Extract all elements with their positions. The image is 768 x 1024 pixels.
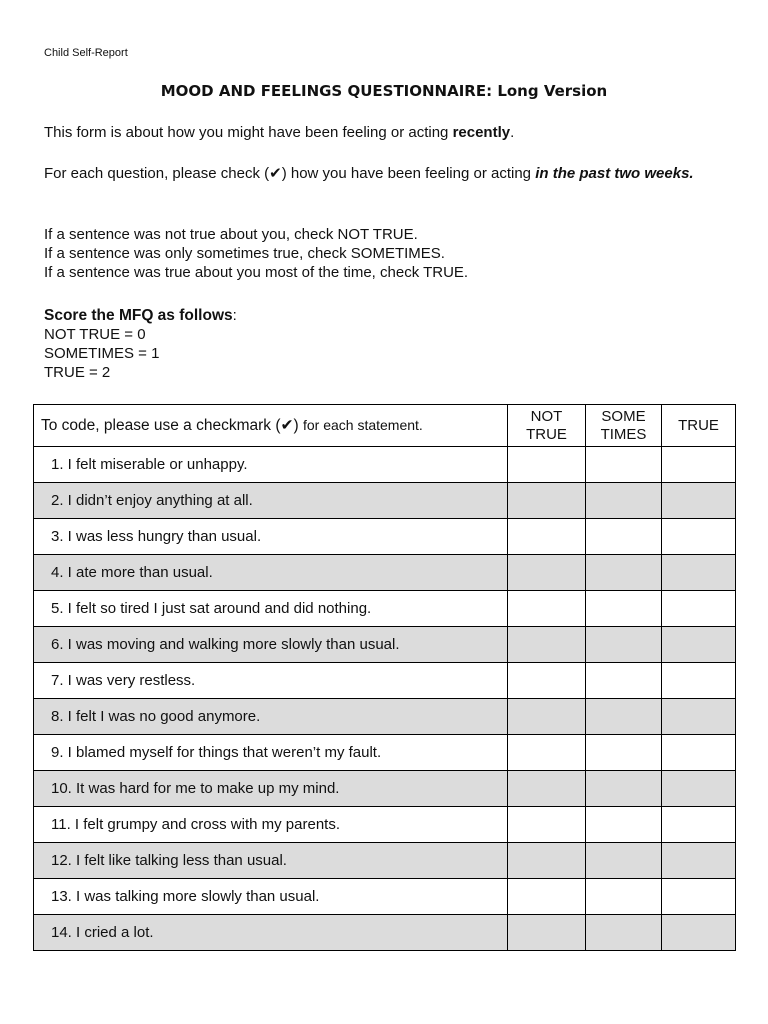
true-checkbox-cell[interactable] (662, 555, 736, 591)
instruction-line: If a sentence was true about you most of the time, check TRUE. (44, 264, 469, 281)
instruction-line: If a sentence was only sometimes true, check SOMETIMES. (44, 245, 445, 262)
intro-period: . (689, 165, 694, 182)
statement-text: 5. I felt so tired I just sat around and did nothing. (34, 591, 508, 627)
statement-text: 3. I was less hungry than usual. (34, 519, 508, 555)
true-checkbox-cell[interactable] (662, 591, 736, 627)
sometimes-checkbox-cell[interactable] (586, 771, 662, 807)
intro-period: . (510, 124, 515, 141)
intro-line-2 (44, 164, 724, 183)
statement-text: 12. I felt like talking less than usual. (34, 843, 508, 879)
statement-text: 4. I ate more than usual. (34, 555, 508, 591)
sometimes-checkbox-cell[interactable] (586, 447, 662, 483)
statement-text: 6. I was moving and walking more slowly than usual. (34, 627, 508, 663)
sometimes-checkbox-cell[interactable] (586, 915, 662, 951)
table-row (34, 663, 736, 699)
not-true-checkbox-cell[interactable] (508, 519, 586, 555)
instructions (44, 225, 468, 282)
sometimes-checkbox-cell[interactable] (586, 627, 662, 663)
not-true-checkbox-cell[interactable] (508, 771, 586, 807)
intro-line-1 (44, 123, 514, 142)
scoring-line: SOMETIMES = 1 (44, 345, 160, 362)
table-row (34, 447, 736, 483)
sometimes-checkbox-cell[interactable] (586, 591, 662, 627)
statement-text: 14. I cried a lot. (34, 915, 508, 951)
sometimes-checkbox-cell[interactable] (586, 555, 662, 591)
not-true-checkbox-cell[interactable] (508, 591, 586, 627)
page-title: MOOD AND FEELINGS QUESTIONNAIRE: Long Version (160, 82, 608, 100)
sometimes-checkbox-cell[interactable] (586, 843, 662, 879)
sometimes-checkbox-cell[interactable] (586, 699, 662, 735)
instruction-line: If a sentence was not true about you, check NOT TRUE. (44, 226, 418, 243)
header-line: TIMES (600, 425, 647, 443)
not-true-checkbox-cell[interactable] (508, 663, 586, 699)
intro-emphasis: recently (452, 124, 511, 141)
not-true-checkbox-cell[interactable] (508, 555, 586, 591)
statement-text: 9. I blamed myself for things that weren’t my fault. (34, 735, 508, 771)
statement-text: 2. I didn’t enjoy anything at all. (34, 483, 508, 519)
scoring-section (44, 306, 237, 382)
statement-text: 8. I felt I was no good anymore. (34, 699, 508, 735)
not-true-checkbox-cell[interactable] (508, 447, 586, 483)
header-line: SOME (601, 407, 646, 425)
true-checkbox-cell[interactable] (662, 771, 736, 807)
header-small-text: for each statement. (302, 417, 423, 433)
scoring-heading (44, 306, 237, 325)
header-line: TRUE (526, 425, 567, 443)
statement-text: 13. I was talking more slowly than usual. (34, 879, 508, 915)
table-row (34, 519, 736, 555)
statement-text: 11. I felt grumpy and cross with my parents. (34, 807, 508, 843)
table-row (34, 843, 736, 879)
table-row (34, 699, 736, 735)
true-checkbox-cell[interactable] (662, 699, 736, 735)
not-true-checkbox-cell[interactable] (508, 915, 586, 951)
mfq-table (33, 404, 736, 951)
not-true-checkbox-cell[interactable] (508, 699, 586, 735)
table-row (34, 879, 736, 915)
sometimes-checkbox-cell[interactable] (586, 879, 662, 915)
table-row (34, 771, 736, 807)
header-main-text: To code, please use a checkmark (✔) (41, 417, 303, 434)
true-checkbox-cell[interactable] (662, 915, 736, 951)
sometimes-column-header (586, 405, 662, 447)
not-true-checkbox-cell[interactable] (508, 807, 586, 843)
table-row (34, 807, 736, 843)
table-row (34, 627, 736, 663)
statement-text: 7. I was very restless. (34, 663, 508, 699)
not-true-checkbox-cell[interactable] (508, 483, 586, 519)
intro-text: This form is about how you might have been feeling or acting (44, 124, 453, 141)
form-type-label: Child Self-Report (44, 47, 128, 59)
true-checkbox-cell[interactable] (662, 663, 736, 699)
sometimes-checkbox-cell[interactable] (586, 735, 662, 771)
sometimes-checkbox-cell[interactable] (586, 519, 662, 555)
table-row (34, 915, 736, 951)
true-checkbox-cell[interactable] (662, 483, 736, 519)
statement-text: 1. I felt miserable or unhappy. (34, 447, 508, 483)
statement-column-header (34, 405, 508, 447)
true-column-header: TRUE (662, 405, 736, 447)
not-true-checkbox-cell[interactable] (508, 843, 586, 879)
true-checkbox-cell[interactable] (662, 627, 736, 663)
table-row (34, 591, 736, 627)
true-checkbox-cell[interactable] (662, 879, 736, 915)
not-true-checkbox-cell[interactable] (508, 627, 586, 663)
not-true-checkbox-cell[interactable] (508, 879, 586, 915)
table-row (34, 555, 736, 591)
scoring-colon: : (232, 307, 237, 324)
table-header-row (34, 405, 736, 447)
sometimes-checkbox-cell[interactable] (586, 483, 662, 519)
header-line: NOT (530, 407, 563, 425)
true-checkbox-cell[interactable] (662, 735, 736, 771)
sometimes-checkbox-cell[interactable] (586, 663, 662, 699)
table-row (34, 735, 736, 771)
statement-text: 10. It was hard for me to make up my mind. (34, 771, 508, 807)
true-checkbox-cell[interactable] (662, 447, 736, 483)
scoring-heading-text: Score the MFQ as follows (44, 307, 233, 324)
true-checkbox-cell[interactable] (662, 807, 736, 843)
true-checkbox-cell[interactable] (662, 519, 736, 555)
scoring-line: TRUE = 2 (44, 364, 111, 381)
not-true-checkbox-cell[interactable] (508, 735, 586, 771)
scoring-line: NOT TRUE = 0 (44, 326, 146, 343)
sometimes-checkbox-cell[interactable] (586, 807, 662, 843)
not-true-column-header (508, 405, 586, 447)
timeframe-emphasis: in the past two weeks (535, 165, 690, 182)
table-row (34, 483, 736, 519)
intro-text: For each question, please check (✔) how you have been feeling or acting (44, 165, 536, 182)
true-checkbox-cell[interactable] (662, 843, 736, 879)
